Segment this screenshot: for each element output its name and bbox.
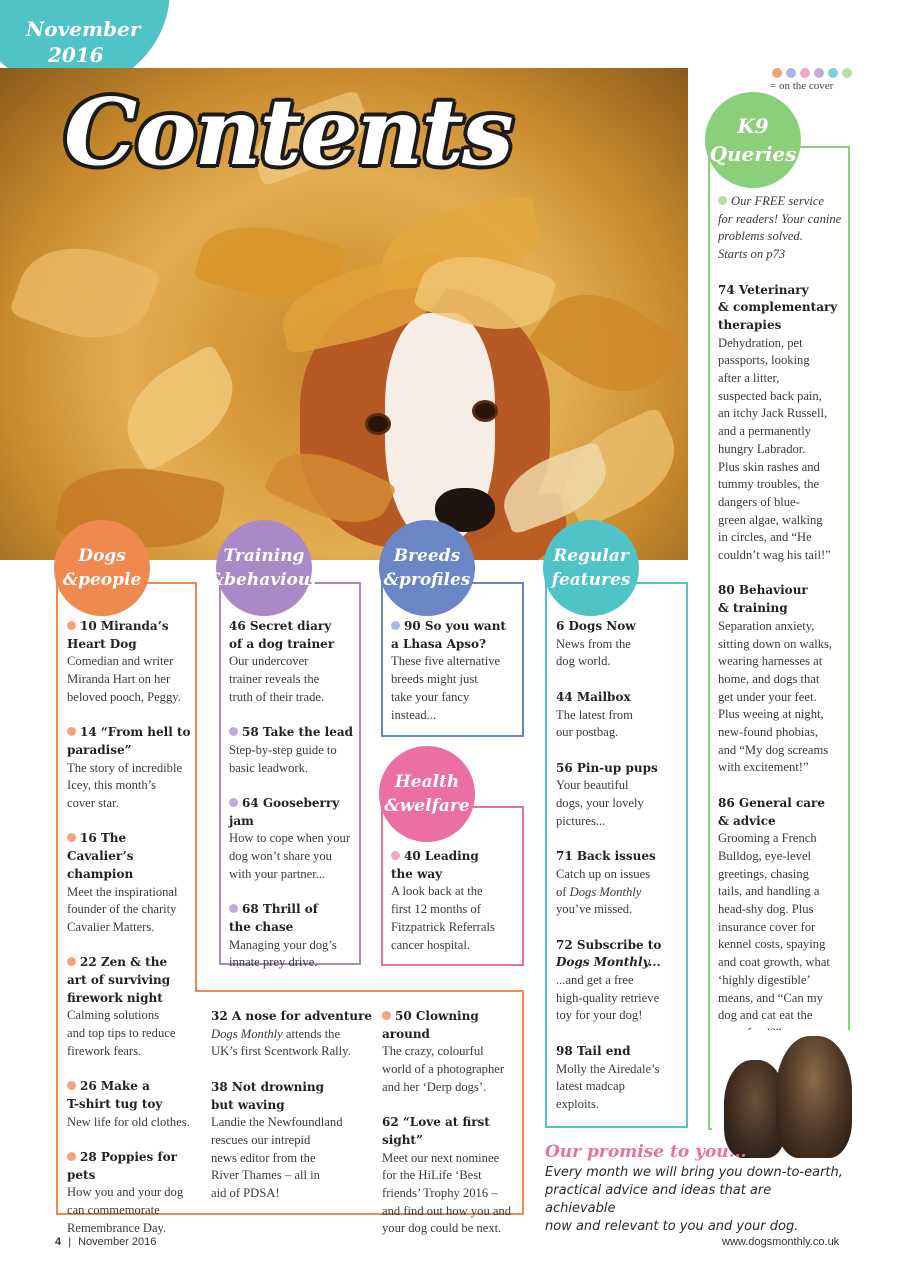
- cover-bullet-icon: [67, 621, 76, 630]
- breeds-list: [391, 618, 521, 742]
- list-item[interactable]: 80 Behaviour & training Separation anxiety, sitting down on walks, wearing harnesses at home, and dogs that get under your feet. Plus weeing at night, new-found phobias, and “My dog screams with excitement!”: [718, 583, 833, 775]
- list-item[interactable]: 28 Poppies for pets How you and your dog can commemorate Remembrance Day.: [67, 1150, 184, 1235]
- list-item[interactable]: 26 Make a T-shirt tug toy New life for old clothes.: [67, 1079, 190, 1129]
- cover-bullet-icon: [391, 851, 400, 860]
- footer-url[interactable]: www.dogsmonthly.co.uk: [722, 1236, 840, 1248]
- section-badge-health: Health &welfare: [379, 746, 475, 842]
- list-item[interactable]: 71 Back issues Catch up on issues of Dogs Monthly you’ve missed.: [556, 849, 656, 917]
- list-item[interactable]: 10 Miranda’s Heart Dog Comedian and writer Miranda Hart on her beloved pooch, Peggy.: [67, 619, 181, 704]
- list-item[interactable]: 74 Veterinary & complementary therapies Dehydration, pet passports, looking after a litter, suspected back pain, an itchy Jack Russell, and a permanently hungry Labrador. Plus skin rashes and tummy troubles, the dangers of blue- green algae, walking in circles, and “He couldn’t wag his tail!”: [718, 282, 838, 563]
- list-item[interactable]: 56 Pin-up pups Your beautiful dogs, your lovely pictures...: [556, 760, 658, 828]
- cover-dot: [800, 68, 810, 78]
- list-item[interactable]: 38 Not drowning but waving Landie the Newfoundland rescues our intrepid news editor from the River Thames – all in aid of PDSA!: [211, 1079, 343, 1201]
- regular-list: [556, 618, 686, 1131]
- k9-intro: Our FREE service for readers! Your canine problems solved. Starts on p73: [718, 194, 842, 262]
- issue-month: November: [26, 17, 141, 41]
- puppies-photo: [712, 1030, 862, 1160]
- list-item[interactable]: 44 Mailbox The latest from our postbag.: [556, 689, 633, 740]
- on-cover-label: = on the cover: [770, 80, 834, 92]
- cover-dots-legend: [772, 68, 852, 78]
- page-title: Contents: [64, 78, 512, 186]
- footer-issue: November 2016: [78, 1236, 157, 1248]
- issue-date: [26, 16, 146, 68]
- training-list: [229, 618, 359, 990]
- issue-year: 2016: [48, 43, 104, 67]
- health-list: [391, 848, 521, 972]
- promise-title: Our promise to you...: [545, 1142, 747, 1162]
- dogs-people-extra-col1: [211, 1008, 376, 1220]
- cover-bullet-icon: [382, 1011, 391, 1020]
- cover-dot: [842, 68, 852, 78]
- list-item[interactable]: 6 Dogs Now News from the dog world.: [556, 619, 636, 669]
- dogs-people-list: [67, 618, 195, 1255]
- list-item[interactable]: 86 General care & advice Grooming a French Bulldog, eye-level greetings, chasing tails, and handling a head-shy dog. Plus insurance cover for kennel costs, spaying and coat growth, what ‘highly digestible’ means, and “Can my dog and cat eat the: [718, 795, 830, 1023]
- cover-bullet-icon: [229, 727, 238, 736]
- list-item[interactable]: 90 So you want a Lhasa Apso? These five alternative breeds might just take your fancy instead...: [391, 619, 506, 722]
- cover-bullet-icon: [67, 727, 76, 736]
- list-item[interactable]: 72 Subscribe to Dogs Monthly... ...and get a free high-quality retrieve toy for your dog!: [556, 937, 662, 1023]
- cover-dot: [828, 68, 838, 78]
- cover-dot: [772, 68, 782, 78]
- list-item[interactable]: 64 Gooseberry jam How to cope when your dog won’t share you with your partner...: [229, 796, 351, 881]
- section-badge-regular: Regular features: [543, 520, 639, 616]
- list-item[interactable]: 58 Take the lead Step-by-step guide to basic leadwork.: [229, 725, 353, 775]
- footer-page-info: 4 | November 2016: [55, 1236, 157, 1248]
- promise-text: Every month we will bring you down-to-earth, practical advice and ideas that are achievable now and relevant to you and your dog.: [545, 1165, 843, 1234]
- cover-bullet-icon: [229, 904, 238, 913]
- k9-list: [718, 193, 848, 1060]
- cover-bullet-icon: [67, 1152, 76, 1161]
- list-item[interactable]: 14 “From hell to paradise” The story of incredible Icey, this month’s cover star.: [67, 725, 191, 811]
- list-item[interactable]: 40 Leading the way A look back at the first 12 months of Fitzpatrick Referrals cancer hospital.: [391, 849, 495, 952]
- section-badge-dogs-people: Dogs &people: [54, 520, 150, 616]
- cover-bullet-icon: [391, 621, 400, 630]
- cover-dot: [786, 68, 796, 78]
- list-item[interactable]: 32 A nose for adventure Dogs Monthly attends the UK’s first Scentwork Rally.: [211, 1009, 373, 1059]
- list-item[interactable]: 98 Tail end Molly the Airedale’s latest madcap exploits.: [556, 1043, 660, 1111]
- cover-bullet-icon: [718, 196, 727, 205]
- section-badge-breeds: Breeds &profiles: [379, 520, 475, 616]
- cover-dot: [814, 68, 824, 78]
- list-item[interactable]: 68 Thrill of the chase Managing your dog’s innate prey drive.: [229, 902, 337, 970]
- cover-bullet-icon: [67, 1081, 76, 1090]
- cover-bullet-icon: [67, 833, 76, 842]
- list-item[interactable]: 22 Zen & the art of surviving firework night Calming solutions and top tips to reduce firework fears.: [67, 955, 176, 1058]
- page-number: 4: [55, 1236, 62, 1248]
- section-badge-training: Training &behaviour: [216, 520, 312, 616]
- list-item[interactable]: 50 Clowning around The crazy, colourful world of a photographer and her ‘Derp dogs’.: [382, 1009, 505, 1094]
- dogs-people-extra-col2: [382, 1008, 522, 1256]
- cover-bullet-icon: [229, 798, 238, 807]
- list-item[interactable]: 46 Secret diary of a dog trainer Our undercover trainer reveals the truth of their trade.: [229, 619, 335, 704]
- cover-bullet-icon: [67, 957, 76, 966]
- list-item[interactable]: 16 The Cavalier’s champion Meet the inspirational founder of the charity Cavalier Matters.: [67, 831, 178, 934]
- puppy: [776, 1036, 852, 1158]
- list-item[interactable]: 62 “Love at first sight” Meet our next nominee for the HiLife ‘Best friends’ Trophy 2016 – and find out how you and your dog could be next.: [382, 1115, 512, 1236]
- section-badge-k9: K9 Queries: [705, 92, 801, 188]
